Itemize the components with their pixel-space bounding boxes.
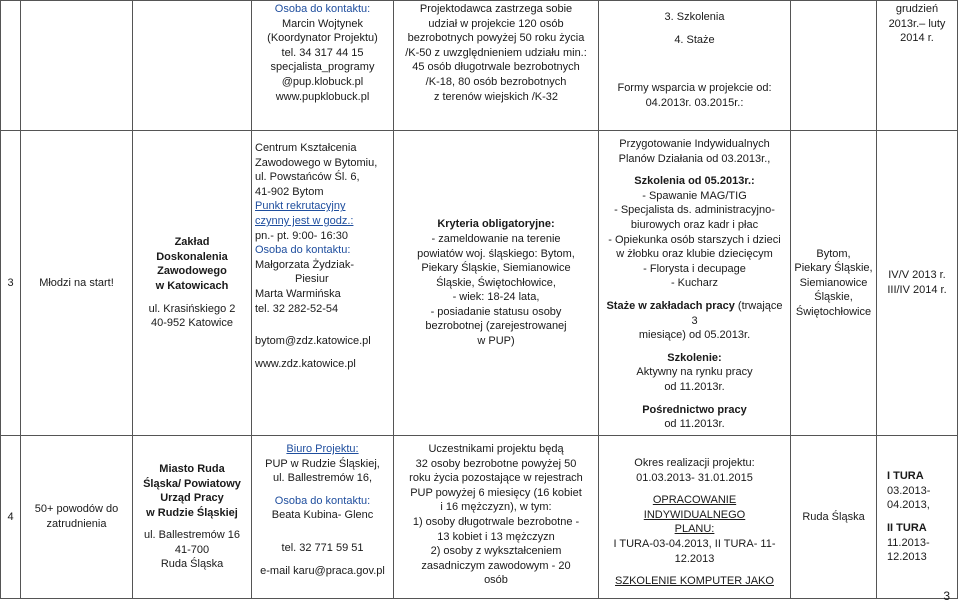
- support-forms-cell: 3. Szkolenia 4. Staże Formy wsparcia w projekcie od: 04.2013r. 03.2015r.:: [599, 1, 791, 131]
- contact-cell: Centrum Kształcenia Zawodowego w Bytomiu, ul. Powstańców Śl. 6, 41-902 Bytom Punkt rekrutacyjny czynny jest w godz.: pn.- pt. 9:00- 16:30 Osoba do kontaktu: Małgorzata Żydziak- Piesiur Marta Warmińska tel. 32 282-52-54 bytom@zdz.katowice.pl www.zdz.katowice.pl: [252, 131, 394, 436]
- period-cell: grudzień 2013r.– luty 2014 r.: [877, 1, 958, 131]
- table-row-4: [1, 436, 958, 599]
- institution-cell: Miasto Ruda Śląska/ Powiatowy Urząd Pracy w Rudzie Śląskiej ul. Ballestremów 16 41-700 Ruda Śląska: [133, 436, 252, 599]
- support-forms-cell: Przygotowanie Indywidualnych Planów Działania od 03.2013r., Szkolenia od 05.2013r.: - Spawanie MAG/TIG - Specjalista ds. administracyjno- biurowych oraz kadr i płac - Opiekunka osób starszych i dzieci w żłobku oraz klubie dziecięcym - Florysta i decupage - Kucharz Staże w zakładach pracy (trwające 3 miesiące) od 05.2013r. Szkolenie: Aktywny na rynku pracy od 11.2013r. Pośrednictwo pracy od 11.2013r.: [599, 131, 791, 436]
- website-link[interactable]: www.zdz.katowice.pl: [255, 357, 356, 370]
- page-number: 3: [943, 589, 950, 603]
- institution-cell: Zakład Doskonalenia Zawodowego w Katowicach ul. Krasińskiego 2 40-952 Katowice: [133, 131, 252, 436]
- contact-heading: Osoba do kontaktu:: [274, 3, 371, 15]
- row-number: 4: [1, 436, 21, 599]
- period-cell: I TURA 03.2013- 04.2013, II TURA 11.2013- 12.2013: [877, 436, 958, 599]
- period-cell: IV/V 2013 r. III/IV 2014 r.: [877, 131, 958, 436]
- email-link[interactable]: bytom@zdz.katowice.pl: [255, 335, 371, 348]
- area-cell: Bytom, Piekary Śląskie, Siemianowice Śląskie, Świętochłowice: [791, 131, 877, 436]
- participants-cell: Projektodawca zastrzega sobie udział w projekcie 120 osób bezrobotnych powyżej 50 roku życia /K-50 z uwzględnieniem udziału min.: 45 osób długotrwale bezrobotnych /K-18, 80 osób bezrobotnych z terenów wiejskich /K-32: [394, 1, 599, 131]
- support-forms-cell: Okres realizacji projektu: 01.03.2013- 31.01.2015 OPRACOWANIE INDYWIDUALNEGO PLANU: I TURA-03-04.2013, II TURA- 11- 12.2013 SZKOLENIE KOMPUTER JAKO: [599, 436, 791, 599]
- coordinator-contact-cell: Osoba do kontaktu: Marcin Wojtynek (Koordynator Projektu) tel. 34 317 44 15 specjalista_programy @pup.klobuck.pl www.pupklobuck.pl: [252, 1, 394, 131]
- area-cell: Ruda Śląska: [791, 436, 877, 599]
- table-row-continued: [1, 1, 958, 131]
- criteria-cell: Kryteria obligatoryjne: - zameldowanie na terenie powiatów woj. śląskiego: Bytom, Piekary Śląskie, Siemianowice Śląskie, Świętochłowice, - wiek: 18-24 lata, - posiadanie statusu osoby bezrobotnej (zarejestrowanej w PUP): [394, 131, 599, 436]
- contact-cell: Biuro Projektu: PUP w Rudzie Śląskiej, ul. Ballestremów 16, Osoba do kontaktu: Beata Kubina- Glenc tel. 32 771 59 51 e-mail karu@praca.gov.pl: [252, 436, 394, 599]
- project-name: Młodzi na start!: [21, 131, 133, 436]
- project-name: 50+ powodów do zatrudnienia: [21, 436, 133, 599]
- participants-cell: Uczestnikami projektu będą 32 osoby bezrobotne powyżej 50 roku życia pozostające w rejestrach PUP powyżej 6 miesięcy (16 kobiet i 16 mężczyzn), w tym: 1) osoby długotrwale bezrobotne - 13 kobiet i 13 mężczyzn 2) osoby z wykształceniem zasadniczym zawodowym - 20 osób: [394, 436, 599, 599]
- email-link[interactable]: e-mail karu@praca.gov.pl: [260, 564, 385, 577]
- row-number: 3: [1, 131, 21, 436]
- table-row-3: [1, 131, 958, 436]
